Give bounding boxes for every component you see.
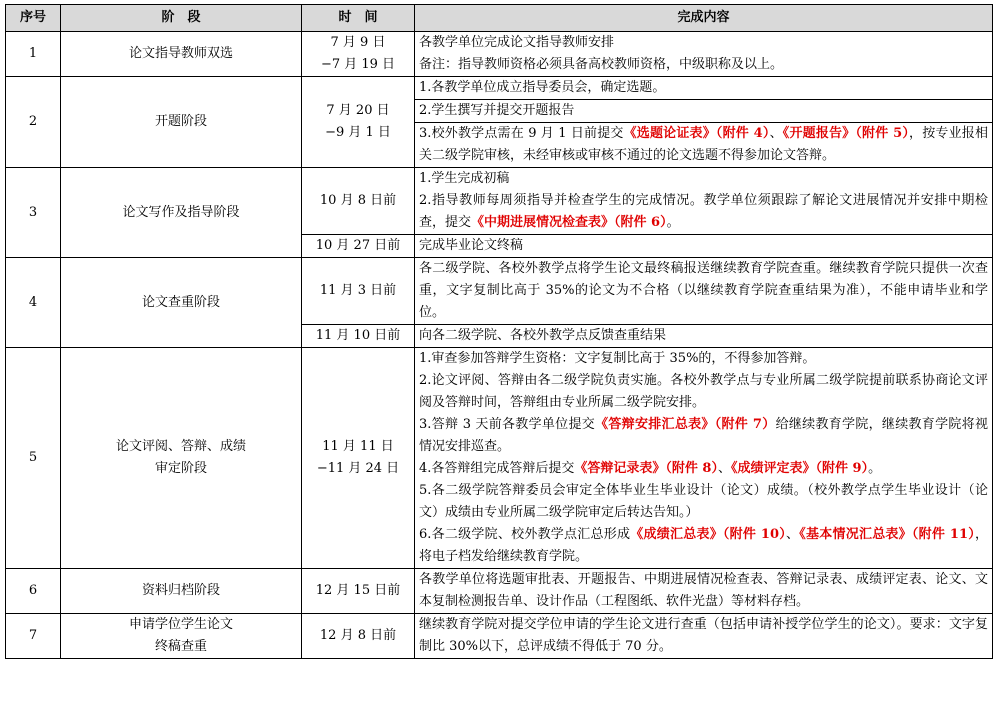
stage-cell <box>61 569 302 614</box>
content-item <box>419 54 988 76</box>
content-text: 2.论文评阅、答辩由各二级学院负责实施。各校外教学点与专业所属二级学院提前联系协商论文评阅及答辩时间，答辩组由专业所属二级学院安排。 <box>419 373 988 410</box>
content-item <box>419 569 988 613</box>
stage-cell <box>61 348 302 569</box>
time-cell <box>302 325 415 348</box>
time-line: −11 月 24 日 <box>316 461 400 476</box>
table-row <box>6 348 993 569</box>
content-text: 。 <box>868 461 882 476</box>
content-text: 3.答辩 3 天前各教学单位提交 <box>419 417 596 432</box>
stage-cell <box>61 258 302 348</box>
time-cell <box>302 235 415 258</box>
time-line: 11 月 3 日前 <box>319 283 397 298</box>
time-line: 7 月 20 日 <box>326 103 390 118</box>
time-cell <box>302 168 415 235</box>
content-cell <box>415 258 993 325</box>
content-text: 2.指导教师每周须指导并检查学生的完成情况。教学单位须跟踪了解论文进展情况并安排中期检查，提交 <box>419 193 988 230</box>
header-time: 时 间 <box>302 5 415 32</box>
content-item <box>419 524 988 568</box>
content-item <box>419 190 988 234</box>
content-text: 完成毕业论文终稿 <box>419 238 524 253</box>
stage-cell <box>61 77 302 168</box>
time-cell <box>302 569 415 614</box>
content-text: 各教学单位将选题审批表、开题报告、中期进展情况检查表、答辩记录表、成绩评定表、论文、文本复制检测报告单、设计作品（工程图纸、软件光盘）等材料存档。 <box>419 572 988 609</box>
content-item <box>419 168 988 190</box>
time-cell <box>302 614 415 659</box>
stage-line: 审定阶段 <box>154 461 207 476</box>
content-text: 1.学生完成初稿 <box>419 171 510 186</box>
attachment-reference: 《基本情况汇总表》（附件 11） <box>799 527 975 542</box>
stage-line: 论文写作及指导阶段 <box>122 204 240 220</box>
attachment-reference: 《选题论证表》（附件 4） <box>623 126 770 141</box>
stage-line: 开题阶段 <box>154 114 207 129</box>
content-text: 5.各二级学院答辩委员会审定全体毕业生毕业设计（论文）成绩。（校外教学点学生毕业设计（论文）成绩由专业所属二级学院审定后转达告知。） <box>419 483 988 520</box>
time-line: 12 月 15 日前 <box>315 583 401 598</box>
row-number: 2 <box>6 77 61 168</box>
content-text: 备注：指导教师资格必须具备高校教师资格，中级职称及以上。 <box>419 57 784 72</box>
attachment-reference: 《答辩安排汇总表》（附件 7） <box>595 417 776 432</box>
content-text: 。 <box>666 215 680 230</box>
table-row <box>6 569 993 614</box>
header-content: 完成内容 <box>415 5 993 32</box>
row-number: 1 <box>6 32 61 77</box>
stage-cell <box>61 32 302 77</box>
row-number: 3 <box>6 168 61 258</box>
content-cell <box>415 123 993 168</box>
time-line: 12 月 8 日前 <box>319 628 397 643</box>
time-line: −9 月 1 日 <box>325 125 391 140</box>
content-cell <box>415 348 993 569</box>
time-line: 10 月 27 日前 <box>315 238 401 253</box>
content-text: 继续教育学院对提交学位申请的学生论文进行查重（包括申请补授学位学生的论文）。要求：文字复制比 30%以下，总评成绩不得低于 70 分。 <box>419 617 988 654</box>
content-cell <box>415 77 993 100</box>
table-row <box>6 168 993 235</box>
content-cell <box>415 235 993 258</box>
row-number: 4 <box>6 258 61 348</box>
time-cell <box>302 32 415 77</box>
table-row <box>6 77 993 100</box>
content-text: 1.各教学单位成立指导委员会，确定选题。 <box>419 80 666 95</box>
content-text: 2.学生撰写并提交开题报告 <box>419 103 575 118</box>
time-cell <box>302 348 415 569</box>
header-stage: 阶 段 <box>61 5 302 32</box>
content-item <box>419 235 988 257</box>
time-line: 10 月 8 日前 <box>319 193 397 208</box>
content-text: 、 <box>717 461 731 476</box>
content-item <box>419 370 988 414</box>
content-text: 3.校外教学点需在 9 月 1 日前提交 <box>419 126 624 141</box>
stage-cell <box>61 168 302 258</box>
content-text: 向各二级学院、各校外教学点反馈查重结果 <box>419 328 667 343</box>
stage-line: 论文查重阶段 <box>141 294 220 310</box>
content-item <box>419 77 988 99</box>
content-text: 4.各答辩组完成答辩后提交 <box>419 461 575 476</box>
content-text: 各教学单位完成论文指导教师安排 <box>419 35 615 50</box>
content-cell <box>415 614 993 659</box>
stage-line: 资料归档阶段 <box>141 583 220 598</box>
stage-line: 申请学位学生论文 <box>128 617 233 632</box>
content-item <box>419 614 988 658</box>
content-item <box>419 348 988 370</box>
content-item <box>419 258 988 324</box>
time-cell <box>302 258 415 325</box>
content-text: 给继续教育学院，继续教育学院将视情况安排巡查。 <box>419 417 988 454</box>
content-cell <box>415 569 993 614</box>
content-text: 、 <box>769 126 783 141</box>
content-item <box>419 123 988 167</box>
content-item <box>419 100 988 122</box>
attachment-reference: 《成绩评定表》（附件 9） <box>731 461 869 476</box>
content-cell <box>415 32 993 77</box>
table-row <box>6 258 993 325</box>
time-cell <box>302 77 415 168</box>
row-number: 5 <box>6 348 61 569</box>
attachment-reference: 《开题报告》（附件 5） <box>782 126 910 141</box>
content-text: ，按专业报相关二级学院审核，未经审核或审核不通过的论文选题不得参加论文答辩。 <box>419 126 988 163</box>
table-row <box>6 614 993 659</box>
table-row <box>6 32 993 77</box>
header-row <box>6 5 993 32</box>
schedule-table <box>5 4 993 659</box>
content-text: ，将电子档发给继续教育学院。 <box>419 527 988 564</box>
time-line: 11 月 10 日前 <box>315 328 401 343</box>
content-text: 、 <box>786 527 800 542</box>
stage-line: 终稿查重 <box>154 639 207 654</box>
row-number: 7 <box>6 614 61 659</box>
content-text: 1.审查参加答辩学生资格：文字复制比高于 35%的，不得参加答辩。 <box>419 351 816 366</box>
content-item <box>419 480 988 524</box>
stage-line: 论文指导教师双选 <box>128 46 233 61</box>
content-cell <box>415 100 993 123</box>
time-line: 7 月 9 日 <box>330 35 386 50</box>
stage-cell <box>61 614 302 659</box>
content-item <box>419 414 988 458</box>
attachment-reference: 《中期进展情况检查表》（附件 6） <box>471 215 667 230</box>
content-cell <box>415 325 993 348</box>
content-text: 各二级学院、各校外教学点将学生论文最终稿报送继续教育学院查重。继续教育学院只提供一次查重，文字复制比高于 35%的论文为不合格（以继续教育学院查重结果为准），不能申请毕业和学位。 <box>419 261 988 320</box>
stage-line: 论文评阅、答辩、成绩 <box>115 439 246 454</box>
time-line: 11 月 11 日 <box>322 439 394 454</box>
attachment-reference: 《成绩汇总表》（附件 10） <box>630 527 786 542</box>
content-item <box>419 32 988 54</box>
attachment-reference: 《答辩记录表》（附件 8） <box>574 461 718 476</box>
row-number: 6 <box>6 569 61 614</box>
content-item <box>419 458 988 480</box>
header-no: 序号 <box>6 5 61 32</box>
schedule-body <box>6 32 993 659</box>
content-cell <box>415 168 993 235</box>
content-item <box>419 325 988 347</box>
content-text: 6.各二级学院、校外教学点汇总形成 <box>419 527 631 542</box>
time-line: −7 月 19 日 <box>320 57 396 72</box>
